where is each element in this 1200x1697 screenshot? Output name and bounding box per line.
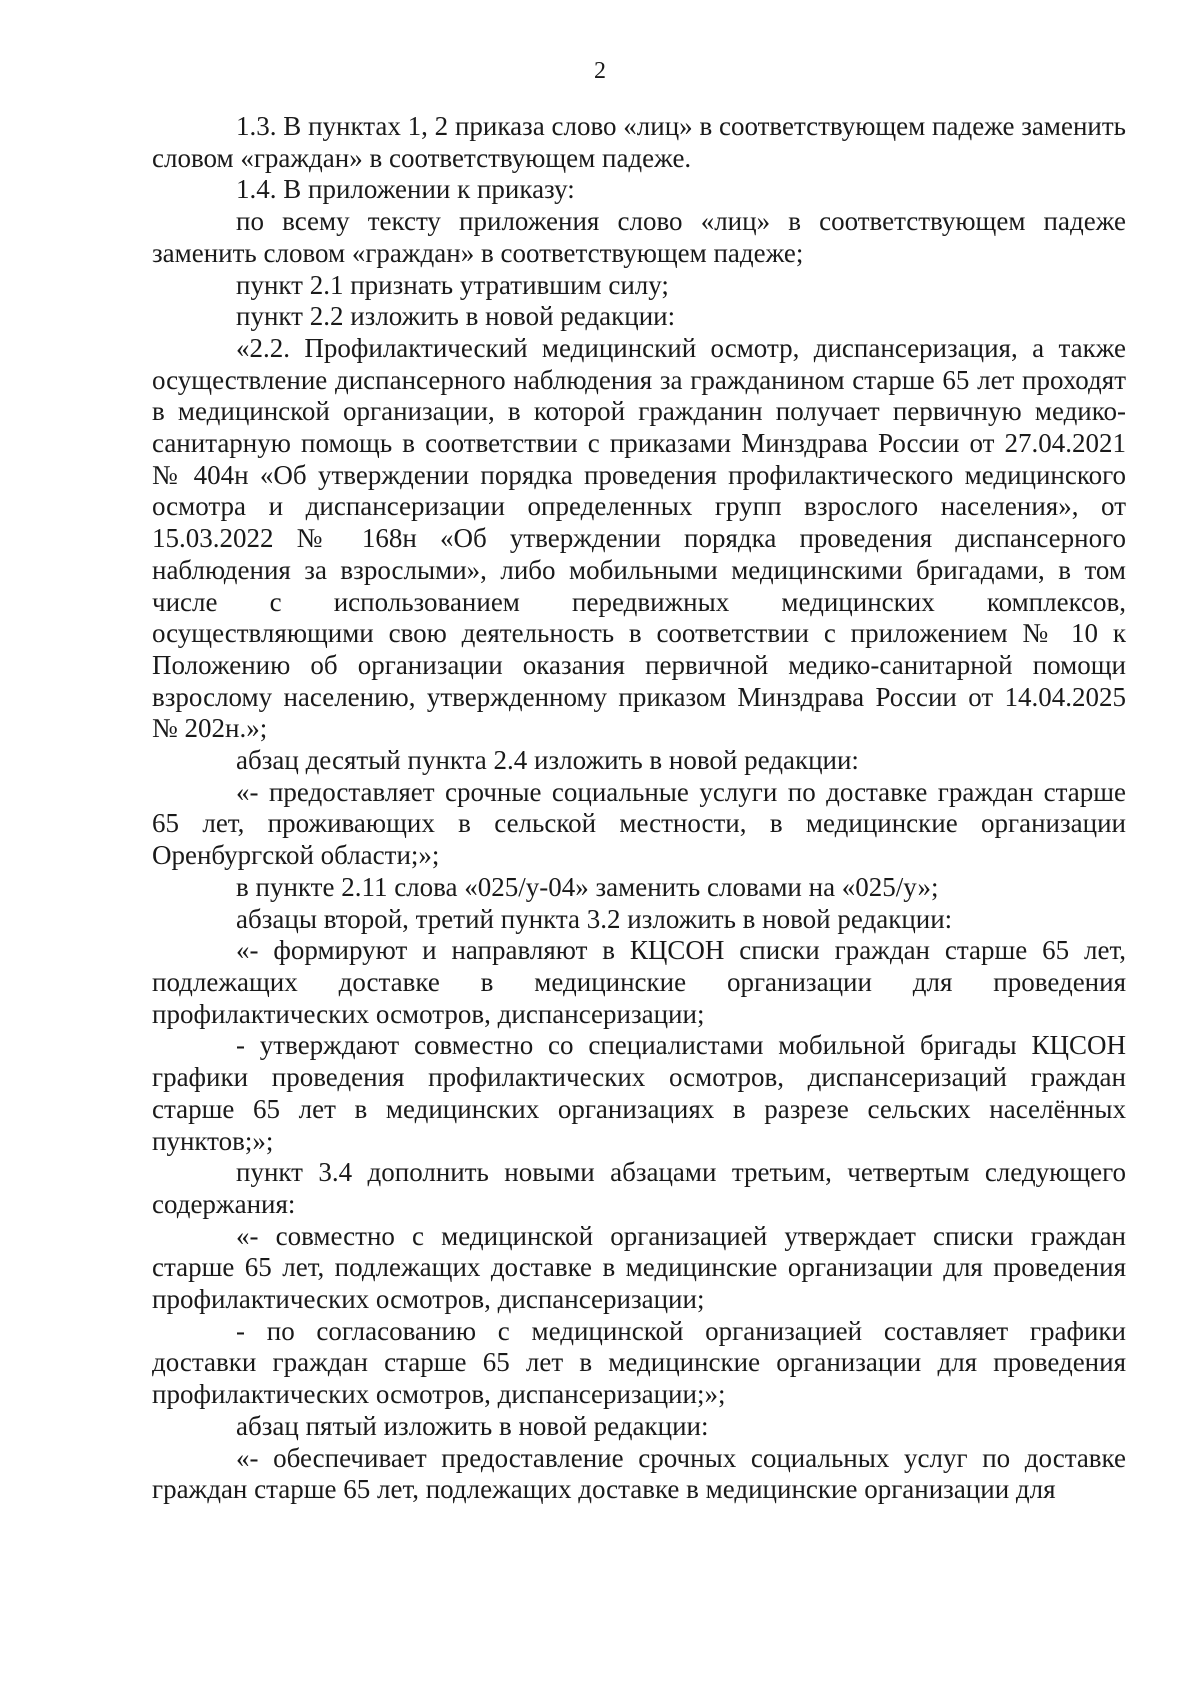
paragraph-item-2-2-text: «2.2. Профилактический медицинский осмотр, диспансеризация, а также осуществление диспансерного наблюдения за гражданином старше 65 лет проходят в медицинской организации, в которой гражданин получает первичную медико-санитарную помощь в соответствии с приказами Минздрава России от 27.04.2021 № 404н «Об утверждении порядка проведения профилактического медицинского осмотра и диспансеризации определенных групп взрослого населения», от 15.03.2022 № 168н «Об утверждении порядка проведения диспансерного наблюдения за взрослыми», либо мобильными медицинскими бригадами, в том числе с использованием передвижных медицинских комплексов, осуществляющими свою деятельность в соответствии с приложением № 10 к Положению об организации оказания первичной медико-санитарной помощи взрослому населению, утвержденному приказом Минздрава России от 14.04.2025 № 202н.»; — [152, 332, 1126, 744]
paragraph-whole-text: по всему тексту приложения слово «лиц» в соответствующем падеже заменить словом «граждан» в соответствующем падеже; — [152, 206, 1126, 268]
paragraph-item-2-2: пункт 2.2 изложить в новой редакции: — [236, 301, 676, 332]
paragraph-item-3-2-text-1: «- формируют и направляют в КЦСОН списки граждан старше 65 лет, подлежащих доставке в медицинские организации для проведения профилактических осмотров, диспансеризации; — [152, 935, 1126, 1029]
paragraph-item-2-4: абзац десятый пункта 2.4 изложить в новой редакции: — [236, 745, 859, 776]
paragraph-item-3-2: абзацы второй, третий пункта 3.2 изложить в новой редакции: — [236, 903, 953, 934]
paragraph-item-3-4-text-1: «- совместно с медицинской организацией утверждает списки граждан старше 65 лет, подлежащих доставке в медицинские организации для проведения профилактических осмотров, диспансеризации; — [152, 1220, 1126, 1315]
paragraph-1-4: 1.4. В приложении к приказу: — [236, 174, 575, 205]
paragraph-fifth-abzac-text: «- обеспечивает предоставление срочных социальных услуг по доставке граждан старше 65 лет, подлежащих доставке в медицинские организации для — [152, 1442, 1126, 1505]
paragraph-item-3-4: пункт 3.4 дополнить новыми абзацами третьим, четвертым следующего содержания: — [152, 1157, 1126, 1219]
paragraph-item-3-4-text-2: - по согласованию с медицинской организацией составляет графики доставки граждан старше 65 лет в медицинские организации для проведения профилактических осмотров, диспансеризации;»; — [152, 1315, 1126, 1410]
paragraph-item-3-2-text-2: - утверждают совместно со специалистами мобильной бригады КЦСОН графики проведения профилактических осмотров, диспансеризаций граждан старше 65 лет в медицинских организациях в разрезе сельских населённых пунктов;»; — [152, 1030, 1126, 1156]
paragraph-item-2-11: в пункте 2.11 слова «025/у-04» заменить словами на «025/у»; — [236, 871, 939, 902]
paragraph-1-3: 1.3. В пунктах 1, 2 приказа слово «лиц» в соответствующем падеже заменить словом «граждан» в соответствующем падеже. — [152, 111, 1126, 173]
paragraph-item-2-4-text: «- предоставляет срочные социальные услуги по доставке граждан старше 65 лет, проживающих в сельской местности, в медицинские организации Оренбургской области;»; — [152, 776, 1126, 871]
document-body — [152, 111, 1126, 1506]
paragraph-item-2-1: пункт 2.1 признать утратившим силу; — [236, 269, 669, 300]
paragraph-fifth-abzac: абзац пятый изложить в новой редакции: — [236, 1410, 709, 1441]
page-number: 2 — [594, 58, 606, 84]
